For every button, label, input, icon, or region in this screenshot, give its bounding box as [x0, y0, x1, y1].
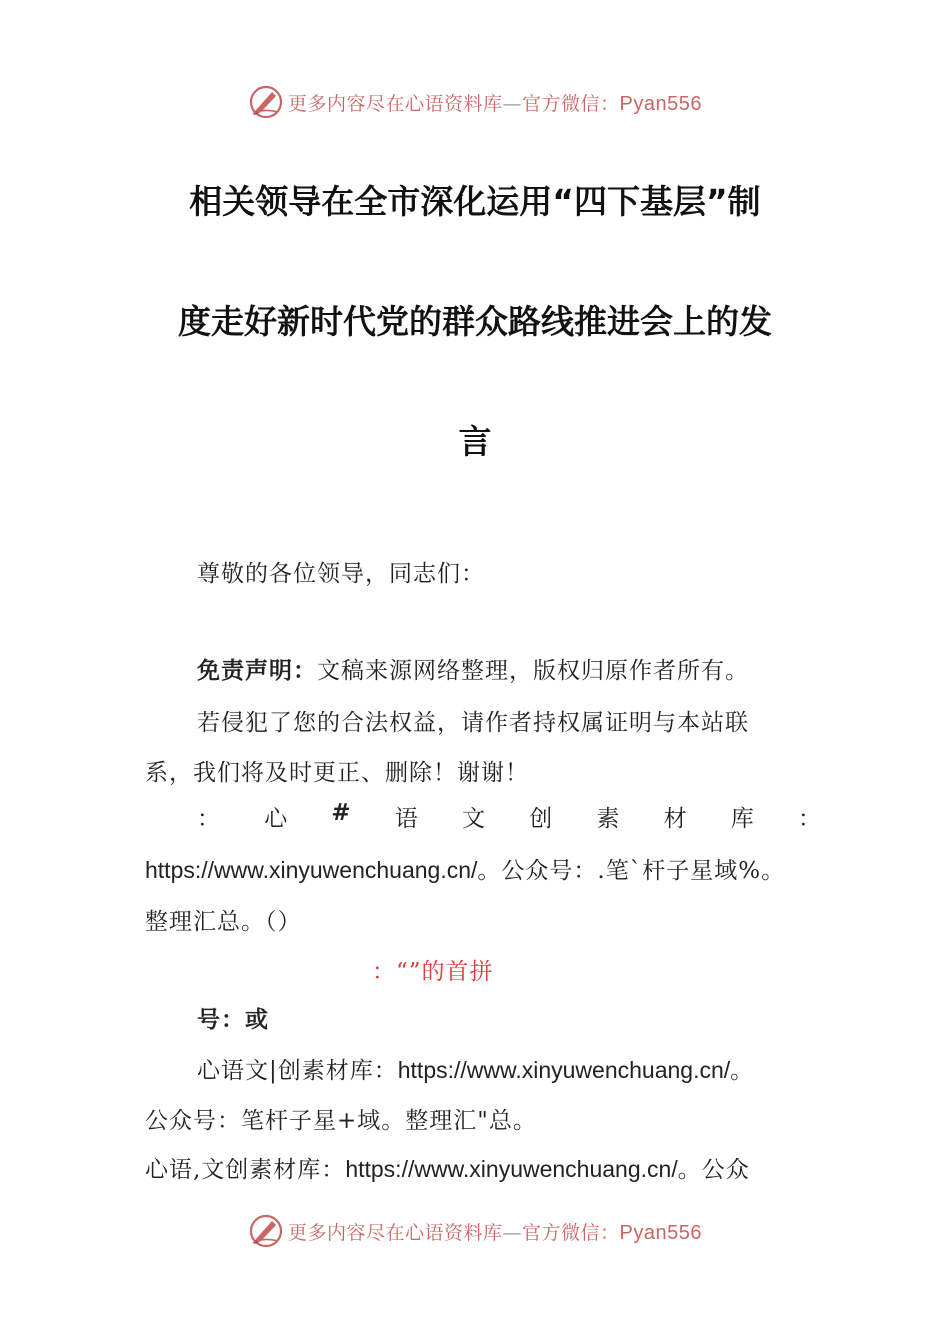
para1-line1: 若侵犯了您的合法权益，请作者持权属证明与本站联 [197, 710, 749, 736]
summary-line: 整理汇总。（） [145, 909, 302, 935]
library-line-3 [145, 1151, 750, 1184]
footer-banner [0, 1211, 950, 1251]
banner-main-text: 更多内容尽在心语资料库 [288, 1221, 503, 1244]
title-line-2: 度走好新时代党的群众路线推进会上的发 [178, 302, 772, 341]
spread-char: 心 [264, 806, 288, 832]
spread-char: 文 [462, 806, 486, 832]
spread-char: ： [197, 806, 220, 832]
pen-logo-icon [248, 1213, 284, 1249]
spread-char: 语 [394, 806, 418, 832]
library-line-3-suffix: 。公众 [677, 1157, 750, 1183]
banner-dash: — [502, 1221, 523, 1244]
url-link[interactable]: https://www.xinyuwenchuang.cn/ [145, 857, 478, 883]
spread-char: 创 [529, 806, 553, 832]
banner-wechat-id: Pyan556 [619, 1221, 702, 1244]
header-banner [0, 82, 950, 122]
pen-logo-icon [248, 84, 284, 120]
disclaimer-label: 免责声明： [197, 658, 317, 684]
url-line-rest: 。公众号：.笔`杆子星域%。 [477, 858, 786, 884]
spread-line [197, 800, 821, 833]
library-line-3-prefix: 心语,文创素材库： [145, 1157, 346, 1183]
spread-char: # [331, 800, 351, 826]
hao-line: 号：或 [197, 1007, 269, 1033]
spread-char: 素 [596, 806, 620, 832]
salutation: 尊敬的各位领导，同志们： [197, 561, 485, 587]
banner-wechat-label: 官方微信： [522, 92, 620, 115]
title-line-1: 相关领导在全市深化运用“四下基层”制 [189, 182, 761, 221]
title-line-3: 言 [458, 422, 492, 461]
disclaimer [197, 652, 749, 685]
library-link-3[interactable]: https://www.xinyuwenchuang.cn/ [345, 1156, 678, 1182]
banner-dash: — [502, 92, 523, 115]
library-line-1-prefix: 心语文|创素材库： [197, 1058, 398, 1084]
url-line [145, 852, 785, 885]
banner-main-text: 更多内容尽在心语资料库 [288, 92, 503, 115]
spread-char: 库 [730, 806, 754, 832]
banner-wechat-id: Pyan556 [619, 92, 702, 115]
disclaimer-text: 文稿来源网络整理，版权归原作者所有。 [317, 658, 749, 684]
red-line: ：“”的首拼 [372, 959, 494, 985]
para1-line2: 系，我们将及时更正、删除！谢谢！ [145, 760, 529, 786]
spread-char: 材 [663, 806, 687, 832]
library-line-1-suffix: 。 [730, 1058, 755, 1084]
library-line-2: 公众号：笔杆子星+域。整理汇"总。 [145, 1108, 537, 1134]
library-link-1[interactable]: https://www.xinyuwenchuang.cn/ [397, 1057, 731, 1083]
library-line-1 [197, 1052, 754, 1085]
spread-char: ： [797, 806, 821, 832]
banner-wechat-label: 官方微信： [522, 1221, 620, 1244]
